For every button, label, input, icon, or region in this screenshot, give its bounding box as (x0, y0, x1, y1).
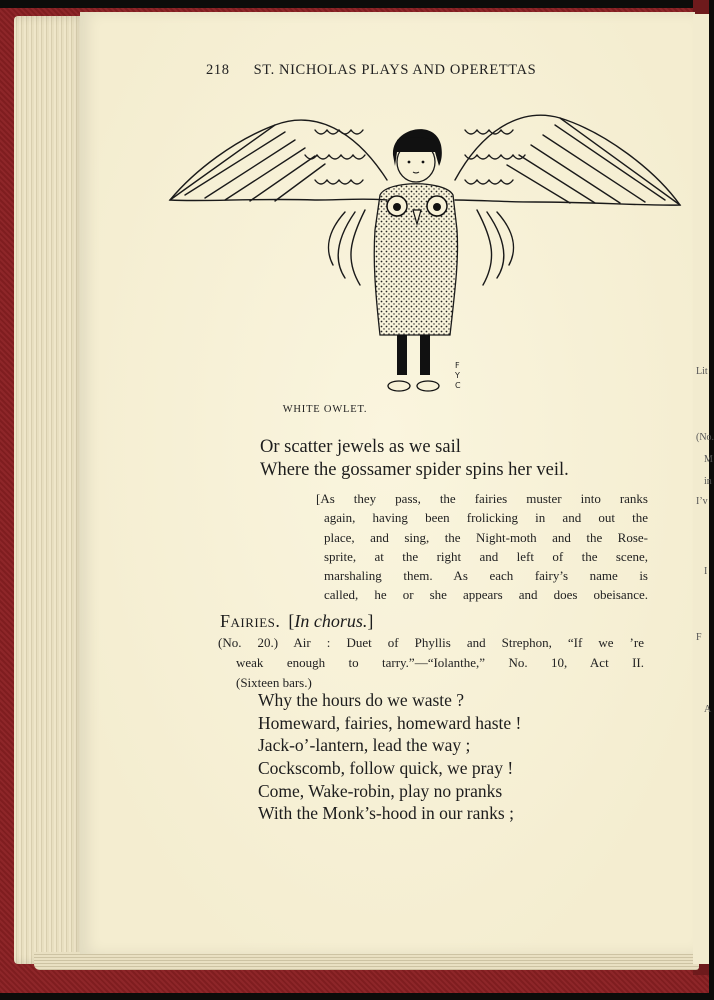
song-line: Come, Wake-robin, play no pranks (258, 781, 503, 801)
next-page-fragment: Lit (696, 366, 708, 377)
book-title: ST. NICHOLAS PLAYS AND OPERETTAS (253, 62, 537, 78)
song-line: Cockscomb, follow quick, we pray ! (258, 758, 514, 778)
next-page-fragment: I’v (696, 496, 708, 507)
monogram-letter: Y (455, 371, 460, 380)
speaker-heading (220, 611, 373, 632)
stage-direction-line: again, having been frolicking in and out the (324, 510, 648, 526)
illustrator-monogram (454, 361, 461, 390)
verse-line: Where the gossamer spider spins her veil. (260, 460, 569, 480)
illustration-caption: WHITE OWLET. (282, 404, 368, 415)
stage-direction-line: marshaling them. As each fairy’s name is (324, 568, 648, 584)
running-head (206, 62, 536, 79)
page-stack-left (14, 16, 86, 964)
page-number: 218 (206, 62, 230, 78)
monogram-letter: C (455, 381, 461, 390)
air-note-line: (No. 20.) Air : Duet of Phyllis and Strephon, “If we ’re (218, 635, 644, 650)
stage-direction (318, 489, 648, 605)
page-stack-bottom (34, 952, 699, 970)
air-note (218, 633, 644, 693)
white-owlet-illustration (165, 100, 685, 400)
air-note-line: weak enough to tarry.”—“Iolanthe,” No. 10, Act II. (236, 655, 644, 670)
song-line: Why the hours do we waste ? (258, 690, 465, 710)
next-page-fragment: A (704, 704, 712, 715)
direction-bracket: [ (288, 611, 295, 631)
air-note-line: (Sixteen bars.) (236, 675, 312, 690)
next-page-edge (693, 14, 714, 964)
next-page-fragment: (No. (696, 432, 714, 443)
next-page-fragment: F (696, 632, 702, 643)
stage-direction-line: called, he or she appears and does obeisance. (324, 587, 648, 603)
song-line: With the Monk’s-hood in our ranks ; (258, 803, 514, 823)
speaker-direction: In chorus. (294, 611, 368, 631)
stage-direction-line: place, and sing, the Night-moth and the Rose- (324, 529, 648, 545)
next-page-fragment: in (704, 476, 712, 487)
speaker-name: Fairies. (220, 611, 281, 631)
verse-line: Or scatter jewels as we sail (260, 437, 461, 457)
monogram-letter: F (455, 361, 460, 370)
next-page-fragment: I (704, 566, 708, 577)
stage-direction-line: sprite, at the right and left of the scene, (324, 548, 648, 564)
song-line: Jack-o’-lantern, lead the way ; (258, 735, 471, 755)
next-page-fragment: M (704, 454, 713, 465)
song-line: Homeward, fairies, homeward haste ! (258, 713, 522, 733)
stage-direction-line: [As they pass, the fairies muster into ranks (316, 491, 648, 506)
direction-bracket: ] (367, 611, 374, 631)
